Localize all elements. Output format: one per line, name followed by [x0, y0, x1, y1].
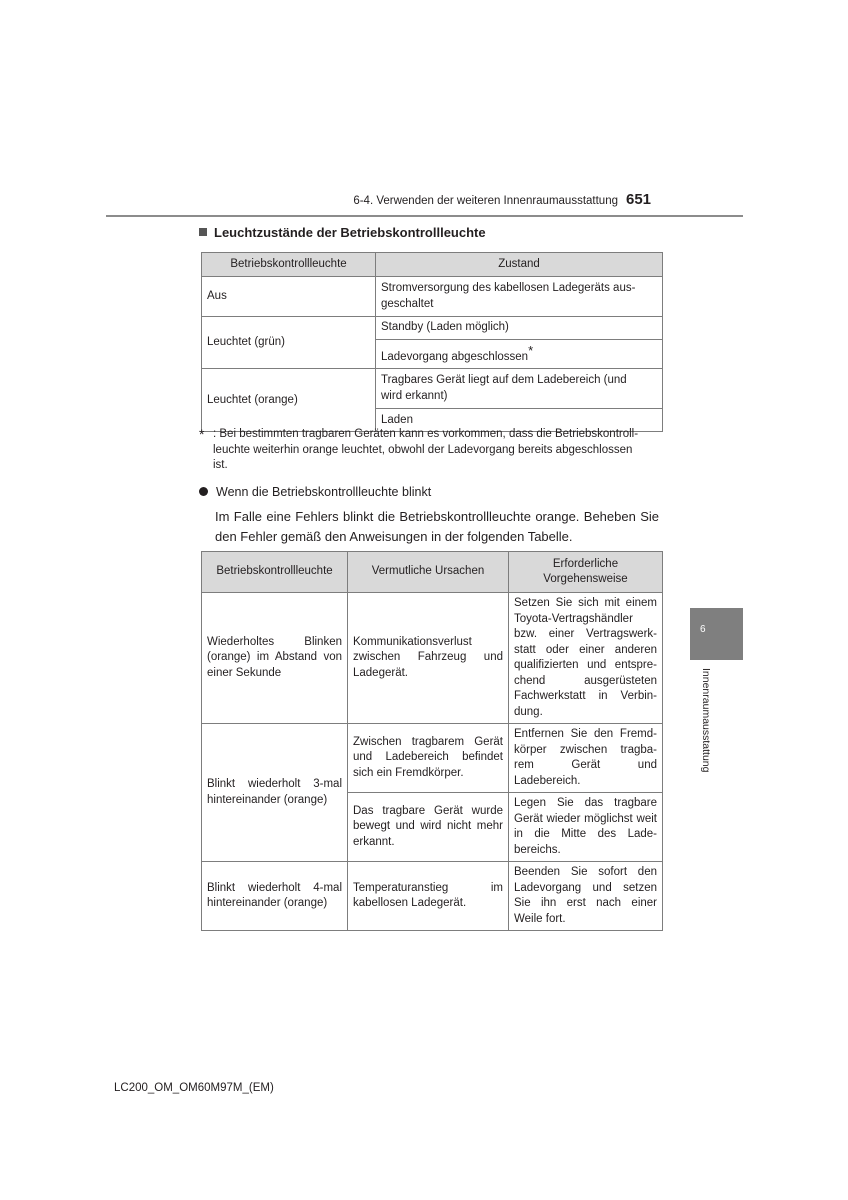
table-row: [202, 862, 663, 931]
indicator-cell: Aus: [202, 277, 376, 317]
column-header: Vermutliche Ursachen: [348, 552, 509, 593]
section-heading: [199, 225, 486, 240]
running-header: 6-4. Verwenden der weiteren Innenraumausstattung: [353, 195, 618, 207]
footnote: [199, 427, 661, 474]
cell-line: Blinkt wiederholt 4-mal: [207, 881, 342, 894]
indicator-cell: [202, 862, 348, 931]
indicator-cell: [202, 593, 348, 724]
cell-line: Ladegerät.: [353, 666, 408, 679]
bullet-heading: [199, 485, 431, 499]
table-row: [202, 369, 663, 409]
state-cell: [376, 277, 663, 317]
paragraph-line: Im Falle eine Fehlers blinkt die Betriebskontrollleuchte orange. Beheben: [215, 509, 636, 524]
indicator-cell: [202, 724, 348, 862]
cell-line: hintereinander (orange): [207, 793, 328, 806]
column-header: [509, 552, 663, 593]
footnote-line: : Bei bestimmten tragbaren Geräten kann es vorkommen, dass die Betriebskontroll-: [213, 428, 639, 440]
header-divider: [106, 215, 743, 217]
state-cell: Standby (Laden möglich): [376, 317, 663, 340]
table-row: [202, 724, 663, 793]
footnote-line: ist.: [213, 459, 228, 471]
header-line: Erforderliche: [552, 557, 619, 570]
cell-line: Temperaturanstieg im: [353, 881, 503, 894]
footnote-line: leuchte weiterhin orange leuchtet, obwohl der Ladevorgang bereits abgeschlossen: [213, 443, 633, 456]
body-paragraph: [215, 507, 659, 547]
cell-line: und Ladebereich befindet: [353, 751, 503, 764]
paragraph-line: Sie den Fehler gemäß den Anweisungen in der folgenden Tabelle.: [215, 509, 659, 544]
cell-line: rem Gerät und: [514, 759, 657, 771]
cell-line: Ladevorgang und setzen: [514, 881, 657, 894]
action-cell: [509, 724, 663, 793]
cell-line: Entfernen Sie den Fremd-: [514, 728, 657, 740]
cell-line: qualifizierten und entspre-: [514, 659, 657, 671]
error-table: [201, 551, 663, 931]
header-line: Vorgehensweise: [543, 573, 628, 585]
cell-line: hintereinander (orange): [207, 897, 328, 909]
cell-line: statt oder einer anderen: [514, 643, 657, 656]
cell-line: Wiederholtes Blinken: [207, 635, 342, 648]
action-cell: [509, 793, 663, 862]
cell-line: wird erkannt): [381, 389, 448, 402]
cause-cell: [348, 793, 509, 862]
bullet-heading-text: Wenn die Betriebskontrollleuchte blinkt: [216, 485, 432, 499]
cell-line: chend ausgerüsteten: [514, 674, 657, 687]
table-row: [202, 593, 663, 724]
table-header-row: [202, 253, 663, 277]
cell-line: Ladevorgang abgeschlossen: [381, 350, 529, 363]
section-heading-text: Leuchtzustände der Betriebskontrollleuchte: [214, 225, 486, 240]
cell-line: bewegt und wird nicht mehr: [353, 820, 503, 833]
cell-line: kabellosen Ladegerät.: [353, 897, 467, 909]
table-row: [202, 277, 663, 317]
page-number: 651: [626, 191, 652, 208]
cell-line: bzw. einer Vertragswerk-: [514, 628, 657, 640]
cell-line: einer Sekunde: [207, 666, 282, 679]
cell-line: Fachwerkstatt in Verbin-: [514, 690, 657, 702]
state-cell: [376, 369, 663, 409]
state-cell: Laden: [376, 409, 663, 432]
cell-line: Toyota-Vertragshändler: [514, 612, 633, 625]
state-cell: [376, 340, 663, 369]
square-bullet-icon: [199, 228, 207, 236]
cell-line: Tragbares Gerät liegt auf dem Ladebereich (und: [381, 374, 627, 387]
footer-code: LC200_OM_OM60M97M_(EM): [114, 1082, 274, 1094]
action-cell: [509, 593, 663, 724]
indicator-cell: Leuchtet (grün): [202, 317, 376, 369]
footnote-mark: *: [528, 343, 534, 358]
cell-line: erkannt.: [353, 835, 395, 848]
table-header-row: [202, 552, 663, 593]
status-table: [201, 252, 663, 432]
cell-line: Stromversorgung des kabellosen Ladegeräts aus-: [381, 282, 636, 294]
table-row: [202, 317, 663, 340]
cell-line: Weile fort.: [514, 912, 566, 925]
footnote-text: [199, 427, 661, 474]
cell-line: Beenden Sie sofort den: [514, 866, 657, 878]
cell-line: weit in die Mitte des Lade-: [514, 812, 657, 840]
cell-line: Gerät wieder möglichst: [514, 812, 633, 825]
indicator-cell: Leuchtet (orange): [202, 369, 376, 432]
cell-line: Sie ihn erst nach einer: [514, 897, 657, 909]
cause-cell: [348, 593, 509, 724]
cell-line: Ladebereich.: [514, 774, 581, 787]
column-header: Betriebskontrollleuchte: [202, 253, 376, 277]
cell-line: Das tragbare Gerät wurde: [353, 804, 503, 817]
cell-line: Legen Sie das tragbare: [514, 797, 657, 809]
cause-cell: [348, 862, 509, 931]
round-bullet-icon: [199, 487, 208, 496]
chapter-tab: [690, 608, 743, 660]
cell-line: Blinkt wiederholt 3-mal: [207, 778, 342, 790]
footnote-star: *: [199, 426, 205, 442]
cell-line: bereichs.: [514, 843, 561, 856]
cell-line: Setzen Sie sich mit einem: [514, 597, 657, 609]
action-cell: [509, 862, 663, 931]
cell-line: sich ein Fremdkörper.: [353, 766, 464, 779]
cell-line: (orange) im Abstand von: [207, 651, 342, 664]
cell-line: körper zwischen tragba-: [514, 743, 657, 756]
cell-line: dung.: [514, 705, 543, 718]
cell-line: geschaltet: [381, 297, 434, 310]
cell-line: Kommunikationsverlust: [353, 635, 472, 648]
column-header: Betriebskontrollleuchte: [202, 552, 348, 593]
column-header: Zustand: [376, 253, 663, 277]
chapter-label: Innenraumausstattung: [700, 668, 712, 773]
cell-line: Zwischen tragbarem Gerät: [353, 735, 503, 748]
cause-cell: [348, 724, 509, 793]
cell-line: zwischen Fahrzeug und: [353, 651, 503, 664]
chapter-number: 6: [700, 624, 706, 635]
